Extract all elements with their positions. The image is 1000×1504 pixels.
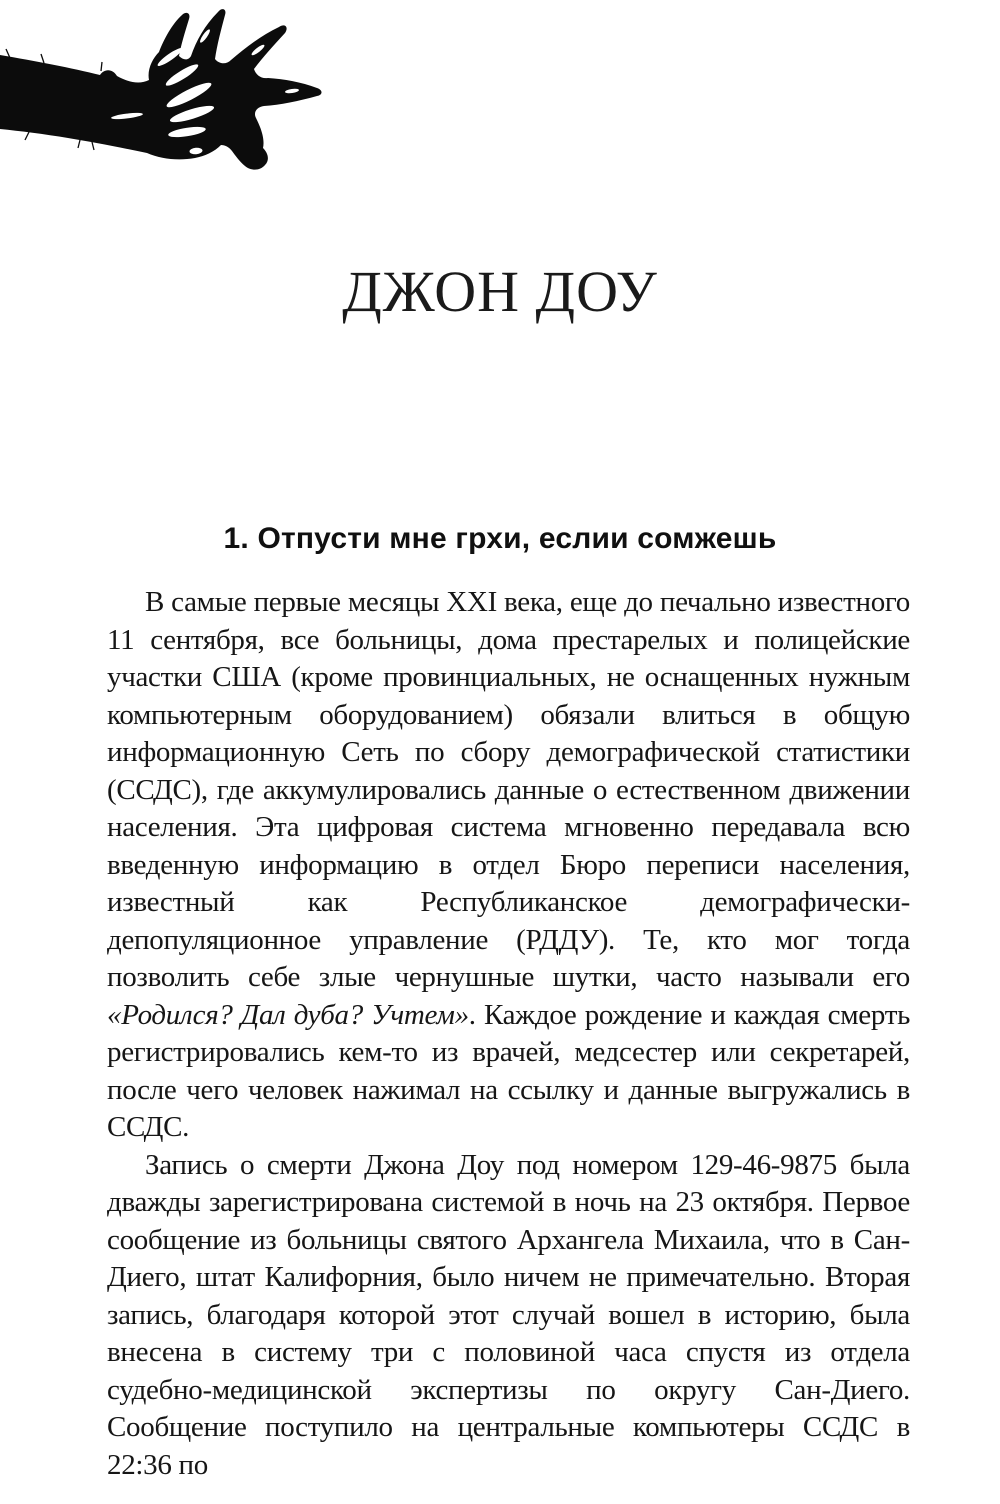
- chapter-heading: 1. Отпусти мне грхи, еслии сомжешь: [223, 522, 777, 555]
- monster-claw-icon: [0, 3, 330, 198]
- paragraph-1-text-start: В самые первые месяцы XXI века, еще до печально известного 11 сентября, все больницы, дома престарелых и полицейские участки США (кроме провинциальных, не оснащенных нужным компьютерным оборудованием) обязали влиться в общую информационную Сеть по сбору демографической статистики (ССДС), где аккумулировались данные о естественном движении населения. Эта цифровая система мгновенно передавала всю введенную информацию в отдел Бюро переписи населения, известный как Республиканское демографически-депопуляционное управление (РДДУ). Те, кто мог тогда позволить себе злые чернушные шутки, часто называли его: [107, 586, 910, 993]
- paragraph-1: [107, 584, 910, 1147]
- paragraph-2: Запись о смерти Джона Доу под номером 129-46-9875 была дважды зарегистрирована системой в ночь на 23 октября. Первое сообщение из больницы святого Архангела Михаила, что в Сан-Диего, штат Калифорния, было ничем не примечательно. Вторая запись, благодаря которой этот случай вошел в историю, была внесена в систему три с половиной часа спустя из отдела судебно-медицинской экспертизы по округу Сан-Диего. Сообщение поступило на центральные компьютеры ССДС в 22:36 по: [107, 1148, 910, 1481]
- italic-quote: «Родился? Дал дуба? Учтем»: [107, 998, 469, 1031]
- paragraph-1-text-end: . Каждое рождение и каждая смерть регистрировались кем-то из врачей, медсестер или секретарей, после чего человек нажимал на ссылку и данные выгружались в ССДС.: [107, 998, 910, 1143]
- claw-silhouette: [0, 9, 322, 169]
- claw-body: [0, 9, 322, 169]
- book-title: ДЖОН ДОУ: [342, 259, 658, 324]
- chapter-body: [107, 584, 910, 1484]
